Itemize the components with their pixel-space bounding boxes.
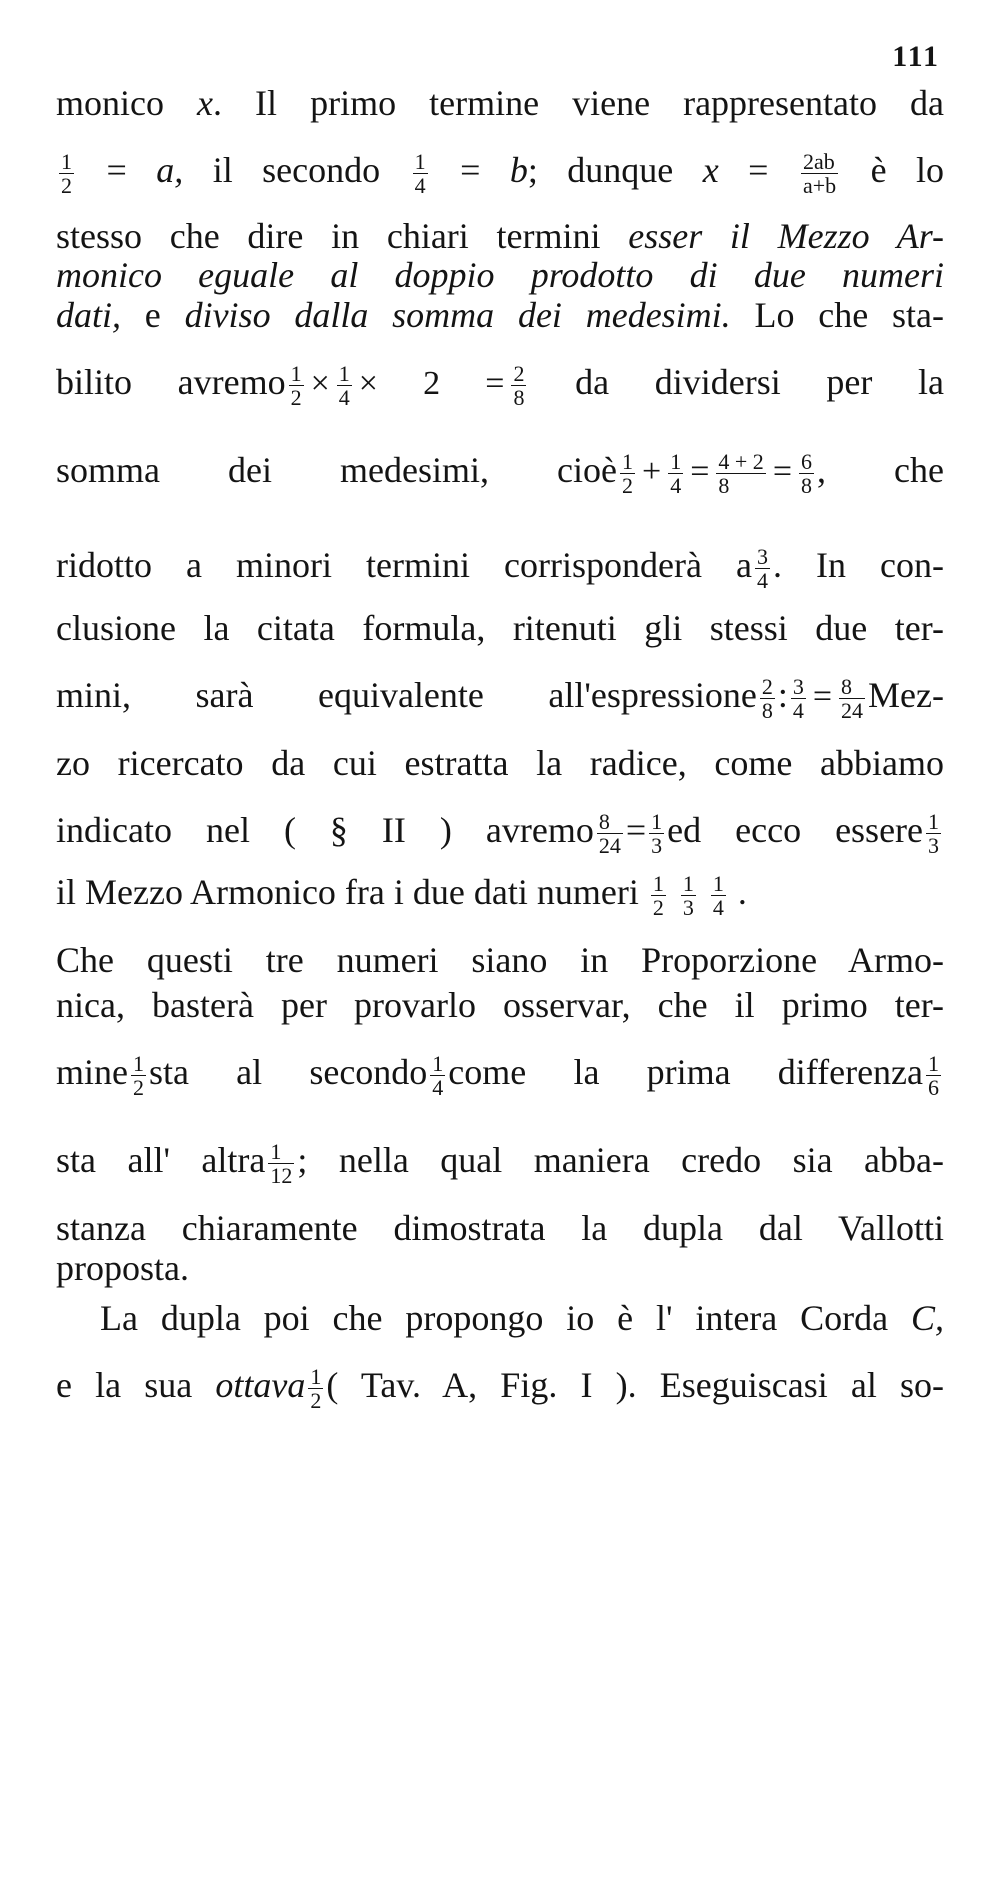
fraction-numerator: 1 (622, 449, 634, 474)
fraction-denominator: 8 (801, 473, 812, 499)
fraction-denominator: 24 (598, 833, 621, 859)
fraction-denominator: 6 (928, 1075, 939, 1101)
italic-text: a, (156, 149, 184, 190)
text-span: . Il primo termine viene rappresentato da (213, 83, 945, 123)
text-span: . (737, 871, 747, 912)
text-span: bilito avremo (56, 361, 286, 402)
text-span: il Mezzo Armonico fra i due dati numeri (56, 871, 639, 912)
text-line-4 (56, 257, 944, 293)
text-line-9: clusione la citata formula, ritenuti gli stessi due ter- (56, 608, 944, 648)
fraction-denominator: 2 (61, 173, 72, 199)
italic-text: ottava (215, 1364, 306, 1405)
fraction-denominator: 4 (670, 473, 682, 499)
fraction (308, 1365, 323, 1412)
fraction-denominator: 4 (432, 1075, 444, 1101)
text-span: ridotto a minori termini corrisponderà a (56, 544, 752, 585)
text-span: come la prima differenza (448, 1051, 923, 1092)
fraction (651, 872, 666, 919)
text-span: = (106, 149, 157, 190)
fraction-numerator: 2 (513, 361, 525, 386)
fraction (668, 450, 683, 497)
fraction-numerator: 2ab (801, 150, 838, 174)
fraction-denominator: 2 (290, 385, 302, 411)
fraction (791, 675, 806, 722)
text-span: La dupla poi che propongo io è l' intera Corda (100, 1298, 911, 1338)
text-span: stesso che dire in chiari termini (56, 216, 629, 256)
fraction (649, 810, 664, 857)
fraction-numerator: 1 (290, 361, 302, 386)
fraction (711, 872, 726, 919)
text-line-8 (56, 545, 944, 592)
fraction-numerator: 1 (338, 361, 350, 386)
fraction (268, 1140, 294, 1187)
text-line-12 (56, 810, 944, 857)
fraction (760, 675, 775, 722)
fraction (799, 450, 814, 497)
text-span: : (777, 674, 788, 715)
text-span: × 2 = (358, 364, 505, 402)
italic-text: diviso dalla somma dei medesimi. (184, 295, 731, 335)
text-span: e la sua (56, 1364, 216, 1405)
text-line-13 (56, 872, 944, 919)
italic-text: monico eguale al doppio prodotto di due numeri (56, 255, 944, 295)
fraction-numerator: 1 (268, 1140, 294, 1164)
page-number: 111 (892, 40, 940, 73)
text-span: monico (56, 83, 198, 123)
fraction-numerator: 8 (597, 810, 623, 834)
text-line-17 (56, 1140, 944, 1187)
text-span: = (772, 452, 792, 490)
fraction-quarter (413, 150, 428, 197)
italic-text: x (702, 149, 719, 190)
fraction-denominator: 3 (682, 895, 694, 921)
text-line-5 (56, 297, 944, 333)
text-span: mine (56, 1051, 128, 1092)
fraction-denominator: 2 (132, 1075, 144, 1101)
fraction-numerator: 4 + 2 (718, 449, 764, 474)
text-line-15: nica, basterà per provarlo osservar, che il primo ter- (56, 985, 944, 1025)
text-line-6 (56, 362, 944, 409)
text-span: il secondo (183, 149, 410, 190)
fraction-denominator: a+b (802, 173, 837, 199)
fraction-denominator: 4 (712, 895, 724, 921)
text-span: = (690, 452, 710, 490)
text-span: Mez- (868, 674, 944, 715)
fraction-denominator: 2 (310, 1388, 322, 1414)
text-span: . In con- (772, 544, 944, 585)
text-span: sta al secondo (148, 1051, 428, 1092)
fraction-denominator: 4 (414, 173, 426, 199)
fraction-numerator: 2 (761, 674, 773, 699)
text-line-14: Che questi tre numeri siano in Proporzione Armo- (56, 940, 944, 980)
fraction-numerator: 1 (652, 871, 664, 896)
text-span: = (460, 149, 510, 190)
fraction (620, 450, 635, 497)
text-span: è lo (841, 149, 945, 190)
fraction-numerator: 1 (310, 1364, 322, 1389)
fraction-numerator: 1 (132, 1051, 144, 1076)
italic-text: esser il Mezzo Ar- (628, 216, 944, 256)
fraction-numerator: 1 (61, 149, 72, 174)
text-span: , che (817, 449, 944, 490)
text-span: Lo che sta- (730, 295, 944, 335)
fraction-numerator: 1 (928, 809, 940, 834)
text-span: da dividersi per la (529, 361, 944, 402)
fraction-numerator: 1 (682, 871, 694, 896)
fraction (926, 1052, 941, 1099)
fraction (289, 362, 304, 409)
fraction-numerator: 1 (670, 449, 682, 474)
fraction-denominator: 3 (651, 833, 663, 859)
text-span: ; nella qual maniera credo sia abba- (297, 1139, 944, 1180)
fraction-denominator: 24 (841, 698, 864, 724)
text-span: mini, sarà equivalente all'espressione (56, 674, 757, 715)
fraction-numerator: 1 (414, 149, 426, 174)
text-line-11: zo ricercato da cui estratta la radice, come abbiamo (56, 743, 944, 783)
fraction-half (59, 150, 74, 197)
italic-text: b (509, 149, 528, 190)
fraction-numerator: 8 (839, 675, 865, 699)
italic-text: C, (910, 1298, 944, 1338)
text-line-20 (100, 1300, 944, 1336)
fraction (511, 362, 526, 409)
fraction-denominator: 4 (338, 385, 350, 411)
text-line-1 (56, 85, 944, 121)
fraction-numerator: 1 (432, 1051, 444, 1076)
fraction-denominator: 4 (792, 698, 804, 724)
fraction-denominator: 8 (513, 385, 525, 411)
fraction (131, 1052, 146, 1099)
fraction-numerator: 3 (792, 674, 804, 699)
text-line-18: stanza chiaramente dimostrata la dupla dal Vallotti (56, 1208, 944, 1248)
fraction (839, 675, 865, 722)
fraction (430, 1052, 445, 1099)
fraction-numerator: 3 (756, 544, 768, 569)
text-span: e (121, 295, 185, 335)
text-span: sta all' altra (56, 1139, 266, 1180)
text-span: + (642, 452, 662, 490)
fraction (597, 810, 623, 857)
text-line-19: proposta. (56, 1248, 189, 1288)
text-span: = (718, 149, 798, 190)
fraction-denominator: 3 (928, 833, 940, 859)
fraction-numerator: 6 (801, 449, 812, 474)
text-span: ; dunque (527, 149, 703, 190)
italic-text: x (197, 83, 214, 123)
fraction-denominator: 2 (652, 895, 664, 921)
text-line-21 (56, 1365, 944, 1412)
fraction-denominator: 4 (756, 568, 768, 594)
fraction (926, 810, 941, 857)
text-span: ( Tav. A, Fig. I ). Eseguiscasi al so- (326, 1364, 944, 1405)
text-span: indicato nel ( § II ) avremo (56, 809, 594, 850)
fraction (337, 362, 352, 409)
text-span: = (625, 809, 647, 850)
fraction-denominator: 12 (270, 1163, 293, 1189)
fraction-numerator: 1 (651, 809, 663, 834)
text-span: somma dei medesimi, cioè (56, 449, 618, 490)
text-span: × (310, 364, 330, 402)
text-line-7 (56, 450, 944, 497)
fraction-numerator: 1 (928, 1051, 939, 1076)
italic-text: dati, (56, 295, 122, 335)
fraction-numerator: 1 (712, 871, 724, 896)
text-line-10 (56, 675, 944, 722)
fraction (681, 872, 696, 919)
text-line-16 (56, 1052, 944, 1099)
text-line-3 (56, 218, 944, 254)
fraction (716, 450, 765, 497)
text-span: = (812, 677, 833, 715)
text-span: ed ecco essere (667, 809, 924, 850)
fraction-denominator: 8 (761, 698, 773, 724)
fraction-harmonic-mean (801, 150, 838, 197)
text-line-2 (56, 150, 944, 197)
fraction-denominator: 8 (718, 473, 730, 499)
fraction-denominator: 2 (622, 473, 634, 499)
fraction (755, 545, 770, 592)
